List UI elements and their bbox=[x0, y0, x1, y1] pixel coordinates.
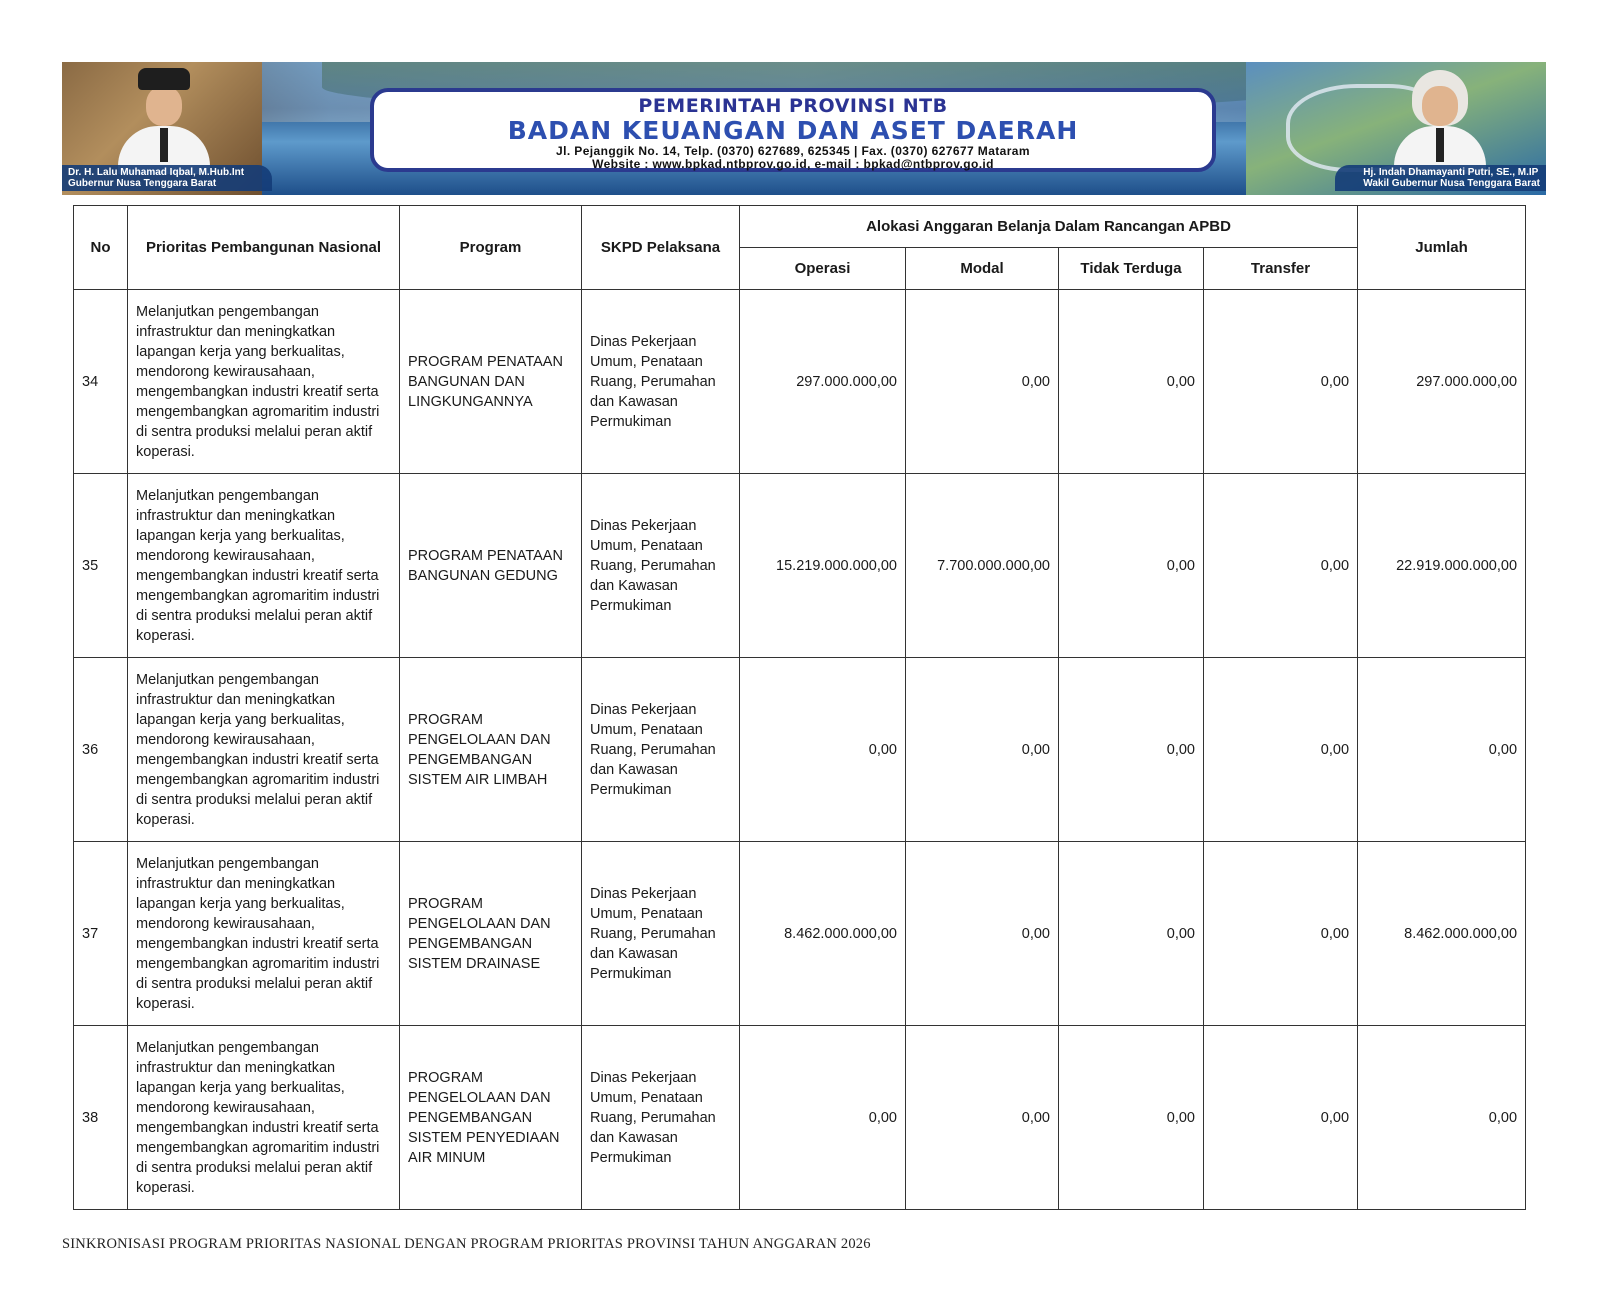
governor-name: Dr. H. Lalu Muhamad Iqbal, M.Hub.Int bbox=[68, 167, 245, 178]
cell-skpd: Dinas Pekerjaan Umum, Penataan Ruang, Perumahan dan Kawasan Permukiman bbox=[582, 474, 740, 658]
cell-program: PROGRAM PENATAAN BANGUNAN GEDUNG bbox=[400, 474, 582, 658]
cell-transfer: 0,00 bbox=[1204, 658, 1358, 842]
cell-tidak-terduga: 0,00 bbox=[1059, 290, 1204, 474]
cell-modal: 0,00 bbox=[906, 842, 1059, 1026]
cell-program: PROGRAM PENGELOLAAN DAN PENGEMBANGAN SISTEM AIR LIMBAH bbox=[400, 658, 582, 842]
header-modal: Modal bbox=[906, 248, 1059, 290]
cell-no: 37 bbox=[74, 842, 128, 1026]
vice-governor-title: Wakil Gubernur Nusa Tenggara Barat bbox=[1363, 178, 1540, 189]
header-skpd: SKPD Pelaksana bbox=[582, 206, 740, 290]
header-banner bbox=[62, 62, 1546, 195]
cell-transfer: 0,00 bbox=[1204, 1026, 1358, 1210]
cell-no: 38 bbox=[74, 1026, 128, 1210]
table-row bbox=[74, 1026, 1526, 1210]
header-tidak-terduga: Tidak Terduga bbox=[1059, 248, 1204, 290]
governor-photo bbox=[114, 68, 214, 174]
table-row bbox=[74, 474, 1526, 658]
header-jumlah: Jumlah bbox=[1358, 206, 1526, 290]
cell-tidak-terduga: 0,00 bbox=[1059, 1026, 1204, 1210]
cell-priority: Melanjutkan pengembangan infrastruktur dan meningkatkan lapangan kerja yang berkualitas, mendorong kewirausahaan, mengembangkan industri kreatif serta mengembangkan agromaritim industri di sentra produksi melalui peran aktif koperasi. bbox=[128, 658, 400, 842]
cell-operasi: 0,00 bbox=[740, 658, 906, 842]
cell-skpd: Dinas Pekerjaan Umum, Penataan Ruang, Perumahan dan Kawasan Permukiman bbox=[582, 290, 740, 474]
agency-name: BADAN KEUANGAN DAN ASET DAERAH bbox=[507, 116, 1079, 145]
cell-jumlah: 0,00 bbox=[1358, 1026, 1526, 1210]
cell-jumlah: 8.462.000.000,00 bbox=[1358, 842, 1526, 1026]
cell-no: 34 bbox=[74, 290, 128, 474]
cell-operasi: 0,00 bbox=[740, 1026, 906, 1210]
cell-priority: Melanjutkan pengembangan infrastruktur dan meningkatkan lapangan kerja yang berkualitas, mendorong kewirausahaan, mengembangkan industri kreatif serta mengembangkan agromaritim industri di sentra produksi melalui peran aktif koperasi. bbox=[128, 474, 400, 658]
agency-address: Jl. Pejanggik No. 14, Telp. (0370) 627689, 625345 | Fax. (0370) 627677 Mataram bbox=[556, 144, 1030, 158]
header-priority: Prioritas Pembangunan Nasional bbox=[128, 206, 400, 290]
cell-tidak-terduga: 0,00 bbox=[1059, 842, 1204, 1026]
cell-tidak-terduga: 0,00 bbox=[1059, 658, 1204, 842]
cell-program: PROGRAM PENGELOLAAN DAN PENGEMBANGAN SISTEM DRAINASE bbox=[400, 842, 582, 1026]
cell-program: PROGRAM PENGELOLAAN DAN PENGEMBANGAN SISTEM PENYEDIAAN AIR MINUM bbox=[400, 1026, 582, 1210]
government-name: PEMERINTAH PROVINSI NTB bbox=[638, 95, 948, 117]
header-transfer: Transfer bbox=[1204, 248, 1358, 290]
vice-governor-name: Hj. Indah Dhamayanti Putri, SE., M.IP bbox=[1363, 167, 1539, 178]
cell-no: 35 bbox=[74, 474, 128, 658]
header-no: No bbox=[74, 206, 128, 290]
budget-table bbox=[73, 205, 1526, 1210]
cell-modal: 0,00 bbox=[906, 658, 1059, 842]
cell-transfer: 0,00 bbox=[1204, 474, 1358, 658]
cell-jumlah: 297.000.000,00 bbox=[1358, 290, 1526, 474]
cell-transfer: 0,00 bbox=[1204, 842, 1358, 1026]
vice-governor-caption bbox=[1335, 165, 1546, 191]
header-operasi: Operasi bbox=[740, 248, 906, 290]
governor-caption bbox=[62, 165, 272, 191]
cell-priority: Melanjutkan pengembangan infrastruktur dan meningkatkan lapangan kerja yang berkualitas, mendorong kewirausahaan, mengembangkan industri kreatif serta mengembangkan agromaritim industri di sentra produksi melalui peran aktif koperasi. bbox=[128, 842, 400, 1026]
cell-skpd: Dinas Pekerjaan Umum, Penataan Ruang, Perumahan dan Kawasan Permukiman bbox=[582, 1026, 740, 1210]
cell-priority: Melanjutkan pengembangan infrastruktur dan meningkatkan lapangan kerja yang berkualitas, mendorong kewirausahaan, mengembangkan industri kreatif serta mengembangkan agromaritim industri di sentra produksi melalui peran aktif koperasi. bbox=[128, 290, 400, 474]
cell-jumlah: 22.919.000.000,00 bbox=[1358, 474, 1526, 658]
table-row bbox=[74, 658, 1526, 842]
agency-website: Website : www.bpkad.ntbprov.go.id, e-mail : bpkad@ntbprov.go.id bbox=[592, 157, 994, 171]
cell-modal: 0,00 bbox=[906, 290, 1059, 474]
cell-no: 36 bbox=[74, 658, 128, 842]
document-footer: SINKRONISASI PROGRAM PRIORITAS NASIONAL DENGAN PROGRAM PRIORITAS PROVINSI TAHUN ANGGARAN 2026 bbox=[62, 1236, 871, 1252]
cell-program: PROGRAM PENATAAN BANGUNAN DAN LINGKUNGANNYA bbox=[400, 290, 582, 474]
cell-priority: Melanjutkan pengembangan infrastruktur dan meningkatkan lapangan kerja yang berkualitas, mendorong kewirausahaan, mengembangkan industri kreatif serta mengembangkan agromaritim industri di sentra produksi melalui peran aktif koperasi. bbox=[128, 1026, 400, 1210]
governor-title: Gubernur Nusa Tenggara Barat bbox=[68, 178, 217, 189]
cell-operasi: 8.462.000.000,00 bbox=[740, 842, 906, 1026]
agency-nameplate bbox=[370, 88, 1216, 172]
vice-governor-photo bbox=[1390, 68, 1490, 174]
cell-tidak-terduga: 0,00 bbox=[1059, 474, 1204, 658]
table-row bbox=[74, 842, 1526, 1026]
cell-operasi: 297.000.000,00 bbox=[740, 290, 906, 474]
table-row bbox=[74, 290, 1526, 474]
cell-skpd: Dinas Pekerjaan Umum, Penataan Ruang, Perumahan dan Kawasan Permukiman bbox=[582, 842, 740, 1026]
cell-operasi: 15.219.000.000,00 bbox=[740, 474, 906, 658]
cell-skpd: Dinas Pekerjaan Umum, Penataan Ruang, Perumahan dan Kawasan Permukiman bbox=[582, 658, 740, 842]
header-allocation-group: Alokasi Anggaran Belanja Dalam Rancangan APBD bbox=[740, 206, 1358, 248]
header-program: Program bbox=[400, 206, 582, 290]
cell-transfer: 0,00 bbox=[1204, 290, 1358, 474]
cell-modal: 7.700.000.000,00 bbox=[906, 474, 1059, 658]
cell-modal: 0,00 bbox=[906, 1026, 1059, 1210]
cell-jumlah: 0,00 bbox=[1358, 658, 1526, 842]
